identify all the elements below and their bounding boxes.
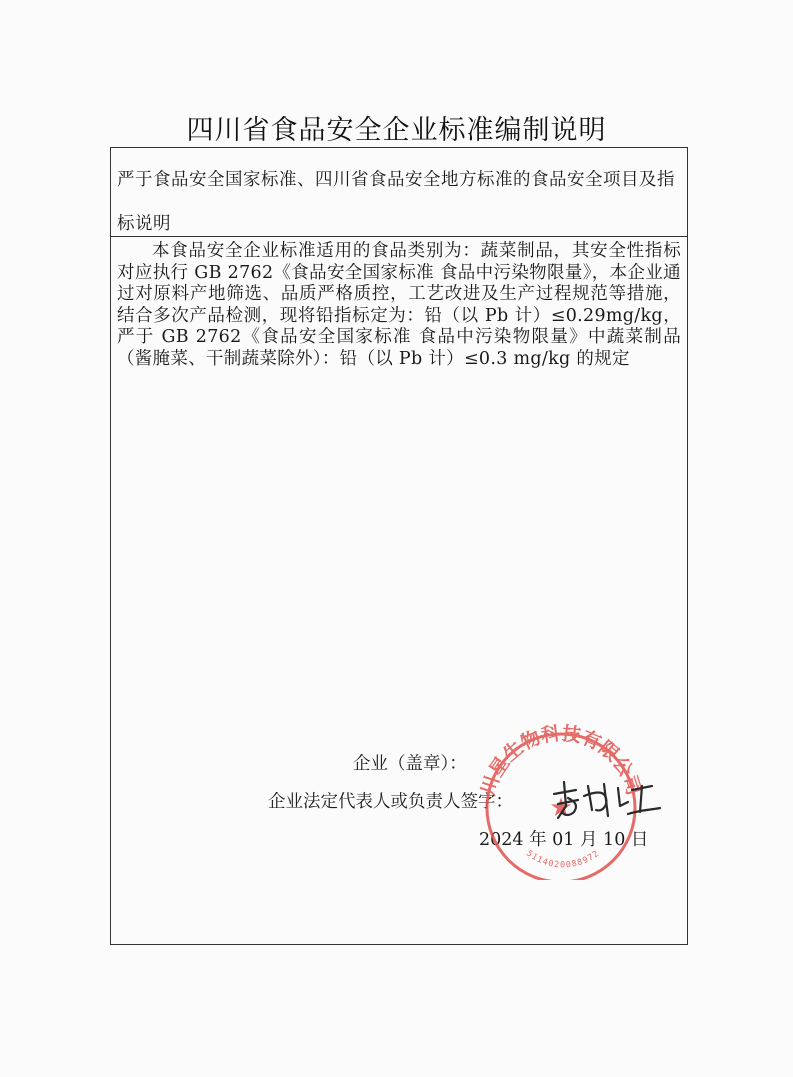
signature-label: 企业法定代表人或负责人签字： bbox=[268, 792, 513, 812]
page-title: 四川省食品安全企业标准编制说明 bbox=[186, 115, 607, 146]
seal-number: 5114020088972 bbox=[524, 848, 602, 871]
seal-star-icon: ★ bbox=[549, 793, 573, 823]
seal-text: 川星生物科技有限公司 bbox=[477, 722, 645, 798]
section-body bbox=[111, 237, 687, 370]
section-header: 严于食品安全国家标准、四川省食品安全地方标准的食品安全项目及指标说明 bbox=[111, 148, 687, 237]
company-seal-label: 企业（盖章）： bbox=[353, 754, 467, 774]
body-paragraph: 本食品安全企业标准适用的食品类别为：蔬菜制品，其安全性指标对应执行 GB 2762《食品安全国家标准 食品中污染物限量》，本企业通过对原料产地筛选、品质严格质控，工艺改进及生产过程规范等措施，结合多次产品检测，现将铅指标定为：铅（以 Pb 计）≤0.29mg/kg，严于 GB 2762《食品安全国家标准 食品中污染物限量》中蔬菜制品（酱腌菜、干制蔬菜除外）：铅（以 Pb 计）≤0.3 mg/kg 的规定 bbox=[117, 241, 681, 369]
handwritten-signature bbox=[548, 776, 663, 824]
date-line: 2024 年 01 月 10 日 bbox=[479, 830, 649, 850]
